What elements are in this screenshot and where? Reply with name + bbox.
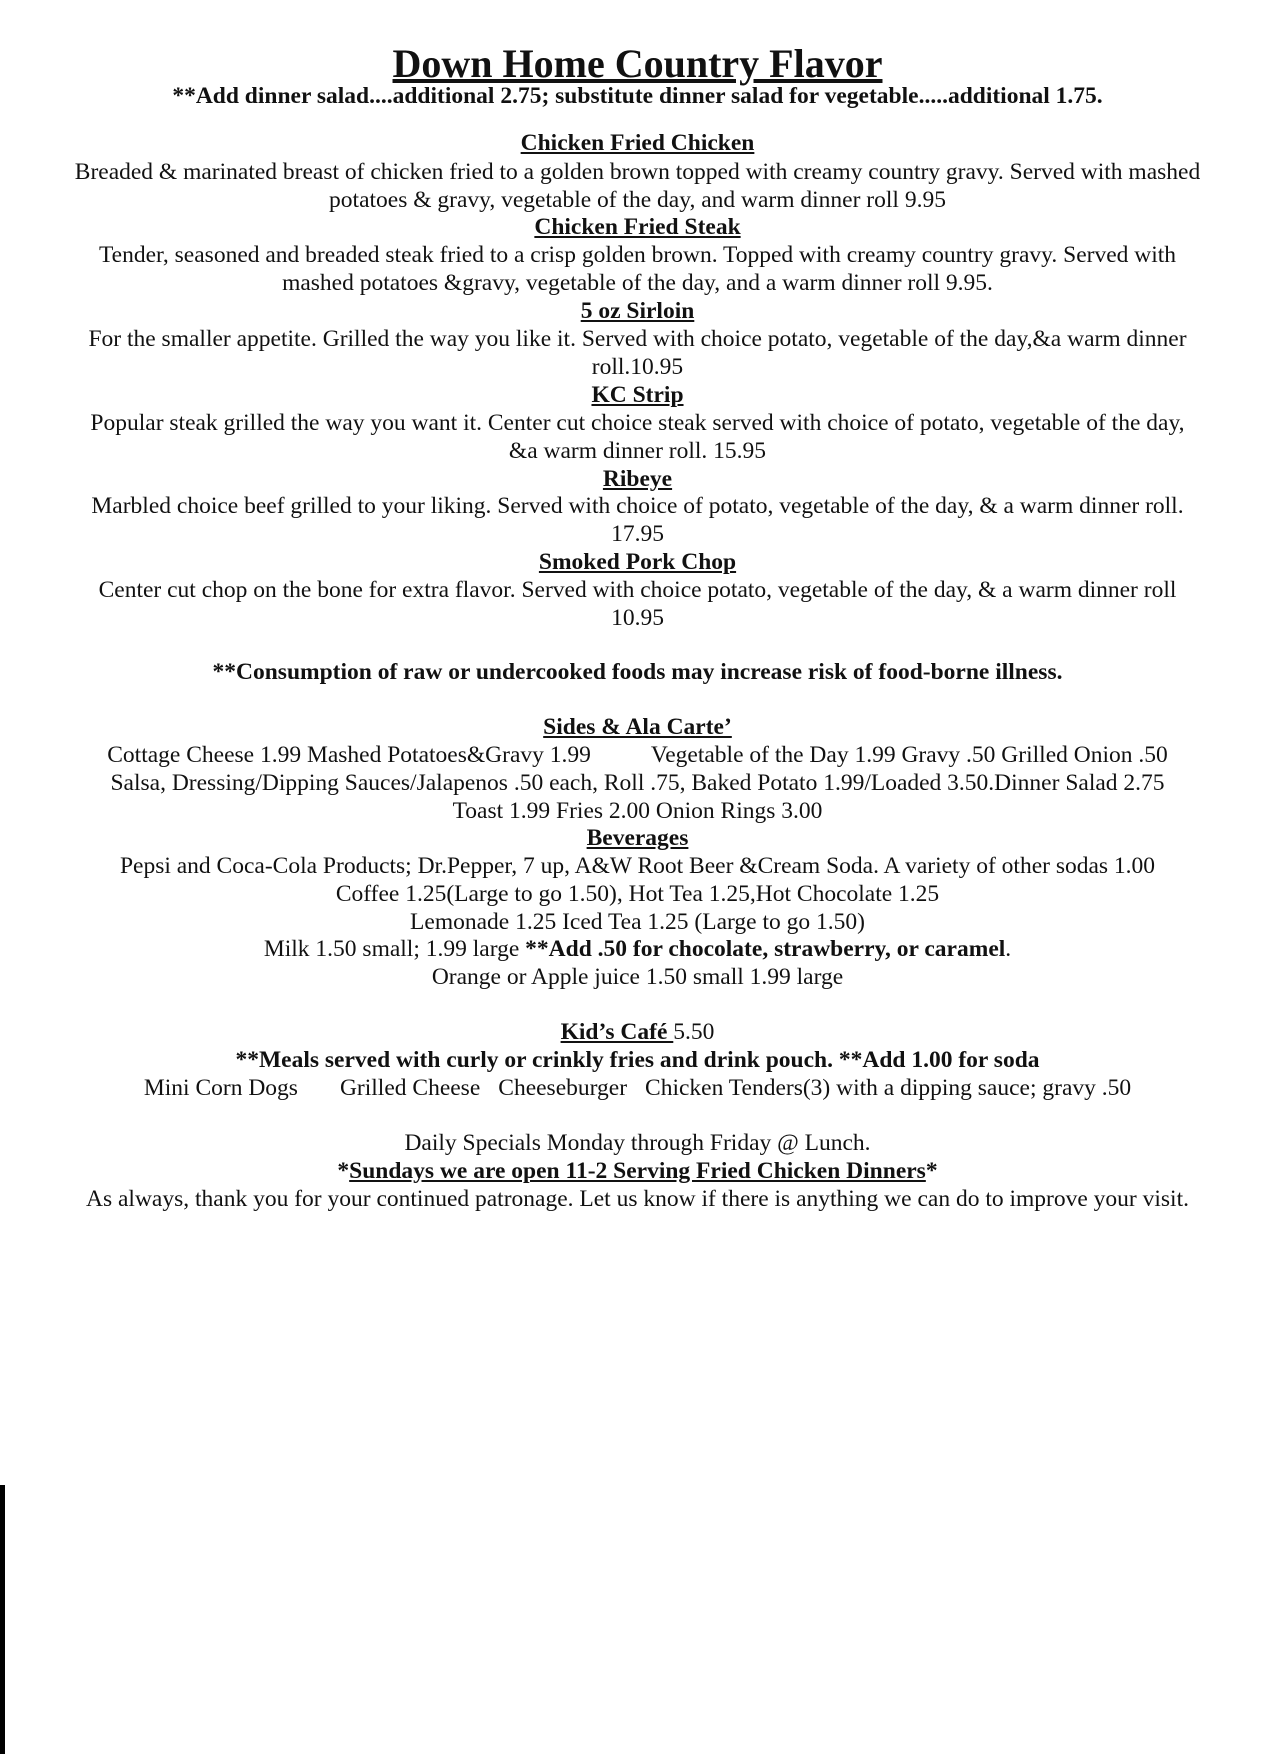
entree-description: 17.95 — [611, 521, 664, 547]
beverage-text: Milk 1.50 small; 1.99 large — [263, 936, 526, 962]
kids-item: Chicken Tenders(3) with a dipping sauce; gravy .50 — [645, 1075, 1132, 1101]
consumption-warning: **Consumption of raw or undercooked foods may increase risk of food-borne illness. — [212, 659, 1063, 685]
entree-description: Marbled choice beef grilled to your liking. Served with choice of potato, vegetable of the day, & a warm dinner roll. — [91, 493, 1184, 519]
beverages-heading: Beverages — [586, 825, 689, 851]
kids-note: **Meals served with curly or crinkly fries and drink pouch. **Add 1.00 for soda — [235, 1047, 1040, 1073]
sides-line: Salsa, Dressing/Dipping Sauces/Jalapenos .50 each, Roll .75, Baked Potato 1.99/Loaded 3.50.Dinner Salad 2.75 — [110, 770, 1165, 796]
beverage-line: Coffee 1.25(Large to go 1.50), Hot Tea 1.25,Hot Chocolate 1.25 — [335, 881, 940, 907]
entree-description: 10.95 — [611, 605, 664, 631]
entree-name: 5 oz Sirloin — [580, 298, 695, 324]
sides-line-part: Vegetable of the Day 1.99 Gravy .50 Grilled Onion .50 — [650, 742, 1168, 768]
beverage-text: . — [1005, 936, 1012, 962]
entree-name: KC Strip — [591, 382, 684, 408]
sides-heading: Sides & Ala Carte’ — [543, 714, 732, 740]
entree-description: &a warm dinner roll. 15.95 — [508, 438, 767, 464]
beverage-line: Orange or Apple juice 1.50 small 1.99 large — [431, 964, 844, 990]
sunday-text: Sundays we are open 11-2 Serving Fried Chicken Dinners — [349, 1158, 926, 1184]
beverage-flavor-note: **Add .50 for chocolate, strawberry, or caramel — [525, 936, 1006, 962]
salad-note: **Add dinner salad....additional 2.75; substitute dinner salad for vegetable.....additional 1.75. — [172, 83, 1103, 109]
entree-name: Smoked Pork Chop — [538, 549, 737, 575]
sides-line-part: Cottage Cheese 1.99 Mashed Potatoes&Gravy 1.99 — [107, 742, 591, 768]
entree-description: Center cut chop on the bone for extra flavor. Served with choice potato, vegetable of the day, & a warm dinner roll — [98, 577, 1177, 603]
kids-price: 5.50 — [673, 1019, 715, 1045]
kids-heading-line — [20, 1017, 1255, 1048]
beverage-line: Lemonade 1.25 Iced Tea 1.25 (Large to go 1.50) — [410, 909, 865, 935]
entree-description: Breaded & marinated breast of chicken fried to a golden brown topped with creamy country gravy. Served with mashed — [74, 159, 1201, 185]
scan-edge-mark — [0, 1485, 5, 1754]
thank-you-note: As always, thank you for your continued patronage. Let us know if there is anything we can do to improve your visit. — [86, 1186, 1189, 1212]
kids-heading: Kid’s Café — [560, 1019, 674, 1045]
kids-item: Grilled Cheese — [339, 1075, 481, 1101]
entree-description: For the smaller appetite. Grilled the way you like it. Served with choice potato, vegetable of the day,&a warm dinner — [88, 326, 1187, 352]
entree-name: Chicken Fried Chicken — [520, 130, 755, 156]
entree-description: potatoes & gravy, vegetable of the day, and warm dinner roll 9.95 — [329, 187, 946, 213]
kids-items — [20, 1073, 1255, 1104]
entree-description: Popular steak grilled the way you want it. Center cut choice steak served with choice of potato, vegetable of the day, — [90, 410, 1185, 436]
kids-item: Cheeseburger — [498, 1075, 628, 1101]
kids-item: Mini Corn Dogs — [143, 1075, 298, 1101]
sunday-star: * — [925, 1158, 938, 1184]
page-title: Down Home Country Flavor — [392, 41, 883, 86]
daily-specials: Daily Specials Monday through Friday @ Lunch. — [404, 1130, 871, 1156]
sides-line: Toast 1.99 Fries 2.00 Onion Rings 3.00 — [452, 798, 823, 824]
sides-line — [20, 740, 1255, 771]
entree-name: Chicken Fried Steak — [534, 214, 741, 240]
entree-name: Ribeye — [602, 466, 673, 492]
beverage-line — [20, 934, 1255, 965]
entree-description: mashed potatoes &gravy, vegetable of the day, and a warm dinner roll 9.95. — [282, 270, 993, 296]
entree-description: Tender, seasoned and breaded steak fried to a crisp golden brown. Topped with creamy country gravy. Served with — [98, 242, 1177, 268]
sunday-note — [20, 1156, 1255, 1187]
sunday-star: * — [337, 1158, 350, 1184]
beverage-line: Pepsi and Coca-Cola Products; Dr.Pepper, 7 up, A&W Root Beer &Cream Soda. A variety of other sodas 1.00 — [119, 853, 1156, 879]
entree-description: roll.10.95 — [591, 354, 684, 380]
